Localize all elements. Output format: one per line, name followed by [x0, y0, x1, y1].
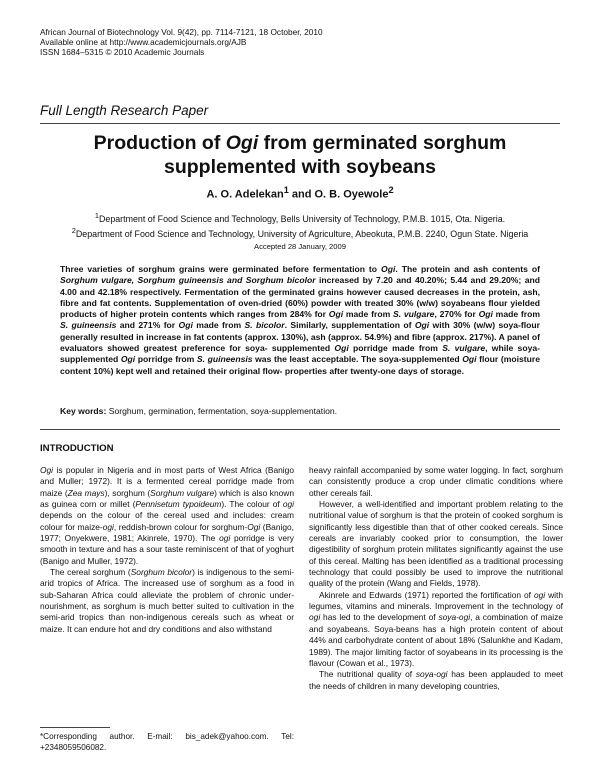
journal-header: [40, 27, 323, 58]
intro-paragraph-2: The cereal sorghum (Sorghum bicolor) is indigenous to the semi-arid tropics of Africa. The increased use of sorghum as a food in sub-Saharan Africa could alleviate the problem of chronic under-nourishment, as sorghum is much better suited to cultivation in the semi-arid tropics than non-indigenous cereals such as wheat or maize. It can endure hot and dry conditions and also withstand: [40, 567, 294, 634]
affiliations: [40, 210, 560, 240]
abstract-divider: [40, 429, 560, 430]
journal-citation: African Journal of Biotechnology Vol. 9(42), pp. 7114-7121, 18 October, 2010: [40, 27, 323, 37]
intro-paragraph-5: Akinrele and Edwards (1971) reported the fortification of ogi with legumes, vitamins and minerals. Improvement in the technology of ogi has led to the development of soya-ogi, a combination of maize and soyabeans. Soya-beans has a high protein content of about 44% and carbohydrate content of about 18% (Salunkhe and Kadam, 1989). The major limiting factor of soyabeans in its processing is the flavour (Cowan et al., 1973).: [309, 589, 563, 668]
intro-paragraph-1: Ogi is popular in Nigeria and in most parts of West Africa (Banigo and Muller; 1972). It is a fermented cereal porridge made from maize (Zea mays), sorghum (Sorghum vulgare) which is also known as guinea corn or millet (Pennisetum typoideum). The colour of ogi depends on the colour of the cereal used and includes: cream colour for maize-ogi, reddish-brown colour for sorghum-Ogi (Banigo, 1977; Onyekwere, 1981; Akinrele, 1970). The ogi porridge is very smooth in texture and has a sour taste reminiscent of that of yoghurt (Banigo and Muller, 1972).: [40, 465, 294, 566]
journal-issn: ISSN 1684–5315 © 2010 Academic Journals: [40, 47, 205, 58]
accepted-date: Accepted 28 January, 2009: [254, 242, 346, 251]
intro-paragraph-3: heavy rainfall accompanied by some water logging. In fact, sorghum can consistently produce a crop under climatic conditions where other cereals fail.: [309, 465, 563, 498]
abstract: Three varieties of sorghum grains were germinated before fermentation to Ogi. The protein and ash contents of Sorghum vulgare, Sorghum guineensis and Sorghum bicolor increased by 7.20 and 40.20%; 5.44 and 29.20%; and 4.00 and 42.18% respectively. Fermentation of the germinated grains however caused decreases in the protein, ash, fibre and fat contents. Supplementation of oven-dried (60%) powder with treated 30% (w/w) soyabeans flour yielded products of higher protein contents which ranges from 284% for Ogi made from S. vulgare, 270% for Ogi made from S. guineensis and 271% for Ogi made from S. bicolor. Similarly, supplementation of Ogi with 30% (w/w) soya-flour generally resulted in increase in fat contents (approx. 130%), ash (approx. 54.9%) and fibre (approx. 217%). A panel of evaluators showed greatest preference for soya- supplemented Ogi porridge made from S. vulgare, while soya-supplemented Ogi porridge from S. guineensis was the least acceptable. The soya-supplemented Ogi flour (moisture content 10%) kept well and retained their original flow- properties after twenty-one days of storage.: [60, 264, 541, 376]
right-column: [309, 465, 563, 692]
corresponding-author-footnote: *Corresponding author. E-mail: bis_adek@yahoo.com. Tel: +2348059506082.: [40, 732, 294, 752]
author-list: A. O. Adelekan$^1$ and O. B. Oyewole$^2$: [206, 185, 394, 201]
footnote-divider: [40, 727, 110, 728]
paper-title: Production of Ogi from germinated sorghum supplemented with soybeans: [93, 132, 507, 178]
paper-type: Full Length Research Paper: [40, 103, 209, 118]
affiliation-1: $^1$Department of Food Science and Technology, Bells University of Technology, P.M.B. 1015, Ota. Nigeria.: [94, 211, 506, 224]
header-divider: [40, 123, 560, 124]
left-column: [40, 465, 294, 635]
affiliation-2: $^2$Department of Food Science and Technology, University of Agriculture, Abeokuta, P.M.B. 2240, Ogun State. Nigeria: [71, 225, 529, 239]
keywords-text: Sorghum, germination, fermentation, soya-supplementation.: [106, 406, 338, 416]
intro-paragraph-6: The nutritional quality of soya-ogi has been applauded to meet the needs of children in many developing countries,: [309, 669, 563, 691]
keywords-label: Key words:: [60, 406, 107, 416]
keywords: [60, 406, 540, 416]
intro-paragraph-4: However, a well-identified and important problem relating to the nutritional value of sorghum is that the protein of cooked sorghum is significantly less digestible than that of other cooked cereals. Since cereals are invariably cooked prior to consumption, the lower digestibility of sorghum protein militates significantly against the use of this cereal. Malting has been identified as a traditional processing technology that could possibly be used to improve the nutritional quality of the protein (Wang and Fields, 1978).: [309, 499, 563, 589]
section-heading-introduction: INTRODUCTION: [40, 443, 114, 454]
journal-url: Available online at http://www.academicjournals.org/AJB: [40, 37, 247, 48]
